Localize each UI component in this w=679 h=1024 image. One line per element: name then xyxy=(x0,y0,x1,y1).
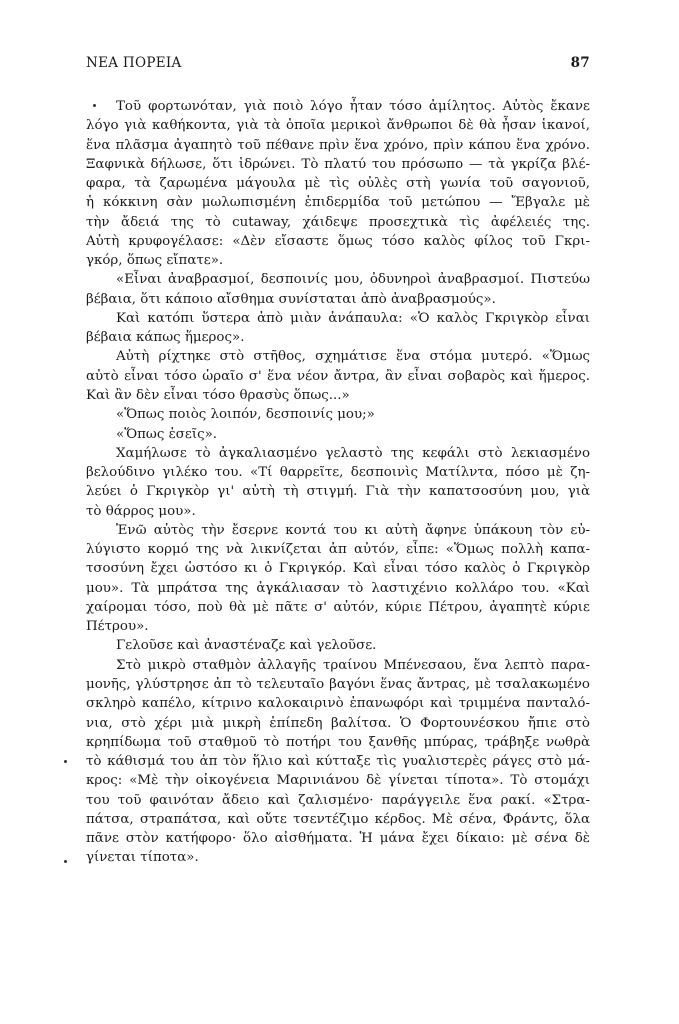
text-line xyxy=(86,502,590,521)
text-line-content: βέβαια κάπως ἥμερος». xyxy=(86,330,245,346)
text-line xyxy=(86,270,590,289)
margin-dot xyxy=(64,760,67,763)
text-line-content: βελούδινο γιλέκο του. «Τί θαρρεῖτε, δεσποινὶς Ματίλντα, πόσο μὲ ζη- xyxy=(86,465,590,481)
text-line-content: πᾶνε στὸν κατήφορο· ὅλο αἰσθήματα. Ἡ μάνα ἔχει δίκαιο: μὲ σένα δὲ xyxy=(86,831,590,847)
text-line xyxy=(86,155,590,174)
text-line xyxy=(86,347,590,366)
text-line xyxy=(86,810,590,829)
text-line-content: νια, στὸ χέρι μιὰ μικρὴ ἐπίπεδη βαλίτσα. Ὁ Φορτουνέσκου ἤπιε στὸ xyxy=(86,715,590,731)
text-line xyxy=(86,309,590,328)
text-line-content: λόγο γιὰ καθήκοντα, γιὰ τὰ ὁποῖα μερικοὶ ἄνθρωποι δὲ θὰ ἦσαν ἱκανοί, xyxy=(86,118,590,134)
text-line xyxy=(86,386,590,405)
text-line xyxy=(86,328,590,347)
text-line-content: «Ὅπως ἐσεῖς». xyxy=(116,426,218,442)
text-line-content: Καὶ κατόπι ὕστερα ἀπὸ μιὰν ἀνάπαυλα: «Ὁ καλὸς Γκριγκὸρ εἶναι xyxy=(116,310,590,326)
text-line xyxy=(86,791,590,810)
text-line xyxy=(86,636,590,655)
text-line-content: τὸ κάθισμά του ἀπ τὸν ἥλιο καὶ κύτταξε τὶς γυαλιστερὲς ράγες στὸ μά- xyxy=(86,754,590,770)
text-line xyxy=(86,675,590,694)
text-line-content: Αὐτὴ ρίχτηκε στὸ στῆθος, σχημάτισε ἕνα στόμα μυτερό. «Ὅμως xyxy=(116,349,590,365)
margin-dot xyxy=(64,860,67,863)
text-line xyxy=(86,714,590,733)
text-line xyxy=(86,116,590,135)
text-line xyxy=(86,521,590,540)
text-line xyxy=(86,193,590,212)
text-line-content: Καὶ ἂν δὲν εἶναι τόσο θρασὺς ὅπως...» xyxy=(86,387,350,403)
text-line xyxy=(86,656,590,675)
text-line xyxy=(86,848,590,867)
text-line-content: «Ὅπως ποιὸς λοιπόν, δεσποινίς μου;» xyxy=(116,407,375,423)
text-line xyxy=(86,829,590,848)
text-line xyxy=(86,444,590,463)
text-line xyxy=(86,694,590,713)
text-line xyxy=(86,213,590,232)
text-line-content: φαρα, τὰ ζαρωμένα μάγουλα μὲ τὶς οὐλὲς στὴ γωνία τοῦ σαγονιοῦ, xyxy=(86,176,590,192)
text-line xyxy=(86,540,590,559)
text-line-content: μου». Τὰ μπράτσα της ἀγκάλιασαν τὸ λαστιχένιο κολλάρο του. «Καὶ xyxy=(86,580,590,596)
text-line xyxy=(86,290,590,309)
text-line-content: του τοῦ φαινόταν ἄδειο καὶ ζαλισμένο· παράγγειλε ἕνα ρακί. «Στρα- xyxy=(86,792,590,808)
text-line-content: κρος: «Μὲ τὴν οἰκογένεια Μαρινιάνου δὲ γίνεται τίποτα». Τὸ στομάχι xyxy=(86,773,590,789)
text-line-content: Γελοῦσε καὶ ἀναστέναζε καὶ γελοῦσε. xyxy=(116,638,377,654)
text-line xyxy=(86,97,590,116)
text-line xyxy=(86,174,590,193)
text-line-content: γκόρ, ὅπως εἴπατε». xyxy=(86,253,224,269)
text-line-content: Ἐνῶ αὐτὸς τὴν ἔσερνε κοντά του κι αὐτὴ ἄφηνε ὑπάκουη τὸν εὐ- xyxy=(116,522,590,538)
text-line xyxy=(86,617,590,636)
text-line-content: Στὸ μικρὸ σταθμὸν ἀλλαγῆς τραίνου Μπένεσαου, ἕνα λεπτὸ παρα- xyxy=(116,657,590,673)
text-line-content: Χαμήλωσε τὸ ἀγκαλιασμένο γελαστὸ της κεφάλι στὸ λεκιασμένο xyxy=(116,445,590,461)
text-line xyxy=(86,733,590,752)
running-header xyxy=(86,55,590,75)
text-line xyxy=(86,752,590,771)
text-line xyxy=(86,425,590,444)
text-line-content: μονῆς, γλύστρησε ἀπ τὸ τελευταῖο βαγόνι ἕνας ἄντρας, μὲ τσαλακωμένο xyxy=(86,676,590,692)
text-line-content: Ξαφνικὰ δήλωσε, ὅτι ἱδρώνει. Τὸ πλατύ του πρόσωπο — τὰ γκρίζα βλέ- xyxy=(86,156,590,172)
text-line-content: ἡ κόκκινη σὰν μωλωπισμένη ἐπιδερμίδα τοῦ μετώπου — Ἔβγαλε μὲ xyxy=(86,195,590,211)
text-line-content: ἕνα πλᾶσμα ἀγαπητὸ τοῦ πέθανε πρὶν ἕνα χρόνο, πρὶν κάπου ἕνα χρόνο. xyxy=(86,137,590,153)
running-title: ΝΕΑ ΠΟΡΕΙΑ xyxy=(86,55,182,71)
text-line xyxy=(86,482,590,501)
text-line xyxy=(86,463,590,482)
text-line-content: γίνεται τίποτα». xyxy=(86,850,199,866)
text-line xyxy=(86,559,590,578)
text-line-content: τὴν ἄδειά της τὸ cutaway, χάιδεψε προσεχτικὰ τὶς ἀφέλειές της. xyxy=(86,214,590,230)
text-line xyxy=(86,405,590,424)
text-line-content: σκληρὸ καπέλο, κίτρινο καλοκαιρινὸ ἐπανωφόρι καὶ τριμμένα πανταλό- xyxy=(86,696,590,712)
text-line-content: κρηπίδωμα τοῦ σταθμοῦ τὸ ποτήρι του ξανθῆς μπύρας, τράβηξε νωθρὰ xyxy=(86,734,590,750)
text-line xyxy=(86,367,590,386)
body-text xyxy=(86,97,590,868)
text-line-content: βέβαια, ὅτι κάποιο αἴσθημα συνίσταται ἀπὸ ἀναβρασμούς». xyxy=(86,291,496,307)
text-line-content: πάτσα, στραπάτσα, καὶ οὔτε τσεντέζιμο κέρδος. Μὲ σένα, Φράντς, ὅλα xyxy=(86,811,590,827)
text-line-content: Πέτρου». xyxy=(86,619,149,635)
text-line xyxy=(86,598,590,617)
text-line xyxy=(86,771,590,790)
margin-dot xyxy=(93,104,96,107)
text-line-content: χαίρομαι τόσο, ποὺ θὰ μὲ πᾶτε σ' αὐτόν, κύριε Πέτρου, ἀγαπητὲ κύριε xyxy=(86,599,590,615)
page-number: 87 xyxy=(570,55,590,71)
text-line-content: «Εἶναι ἀναβρασμοί, δεσποινίς μου, ὀδυνηροὶ ἀναβρασμοί. Πιστεύω xyxy=(116,272,590,288)
text-line-content: Αὐτὴ κρυφογέλασε: «Δὲν εἴσαστε ὅμως τόσο καλὸς φίλος τοῦ Γκρι- xyxy=(86,233,590,249)
text-line-content: τσοσύνη ἔχει ὡστόσο κι ὁ Γκριγκόρ. Καὶ εἶναι τόσο καλὸς ὁ Γκριγκὸρ xyxy=(86,561,590,577)
text-line-content: αὐτὸ εἶναι τόσο ὡραῖο σ' ἕνα νέον ἄντρα, ἂν εἶναι σοβαρὸς καὶ ἥμερος. xyxy=(86,368,590,384)
text-line xyxy=(86,232,590,251)
text-line-content: λεύει ὁ Γκριγκὸρ γι' αὐτὴ τὴ στιγμή. Γιὰ τὴν καπατσοσύνη μου, γιὰ xyxy=(86,484,590,500)
text-line xyxy=(86,136,590,155)
text-line-content: λύγιστο κορμό της νὰ λικνίζεται ἀπ αὐτόν, εἶπε: «Ὅμως πολλὴ καπα- xyxy=(86,542,590,558)
text-line xyxy=(86,251,590,270)
text-line xyxy=(86,579,590,598)
text-line-content: Τοῦ φορτωνόταν, γιὰ ποιὸ λόγο ἦταν τόσο ἀμίλητος. Αὐτὸς ἔκανε xyxy=(116,99,590,114)
text-line-content: τὸ θάρρος μου». xyxy=(86,503,196,519)
